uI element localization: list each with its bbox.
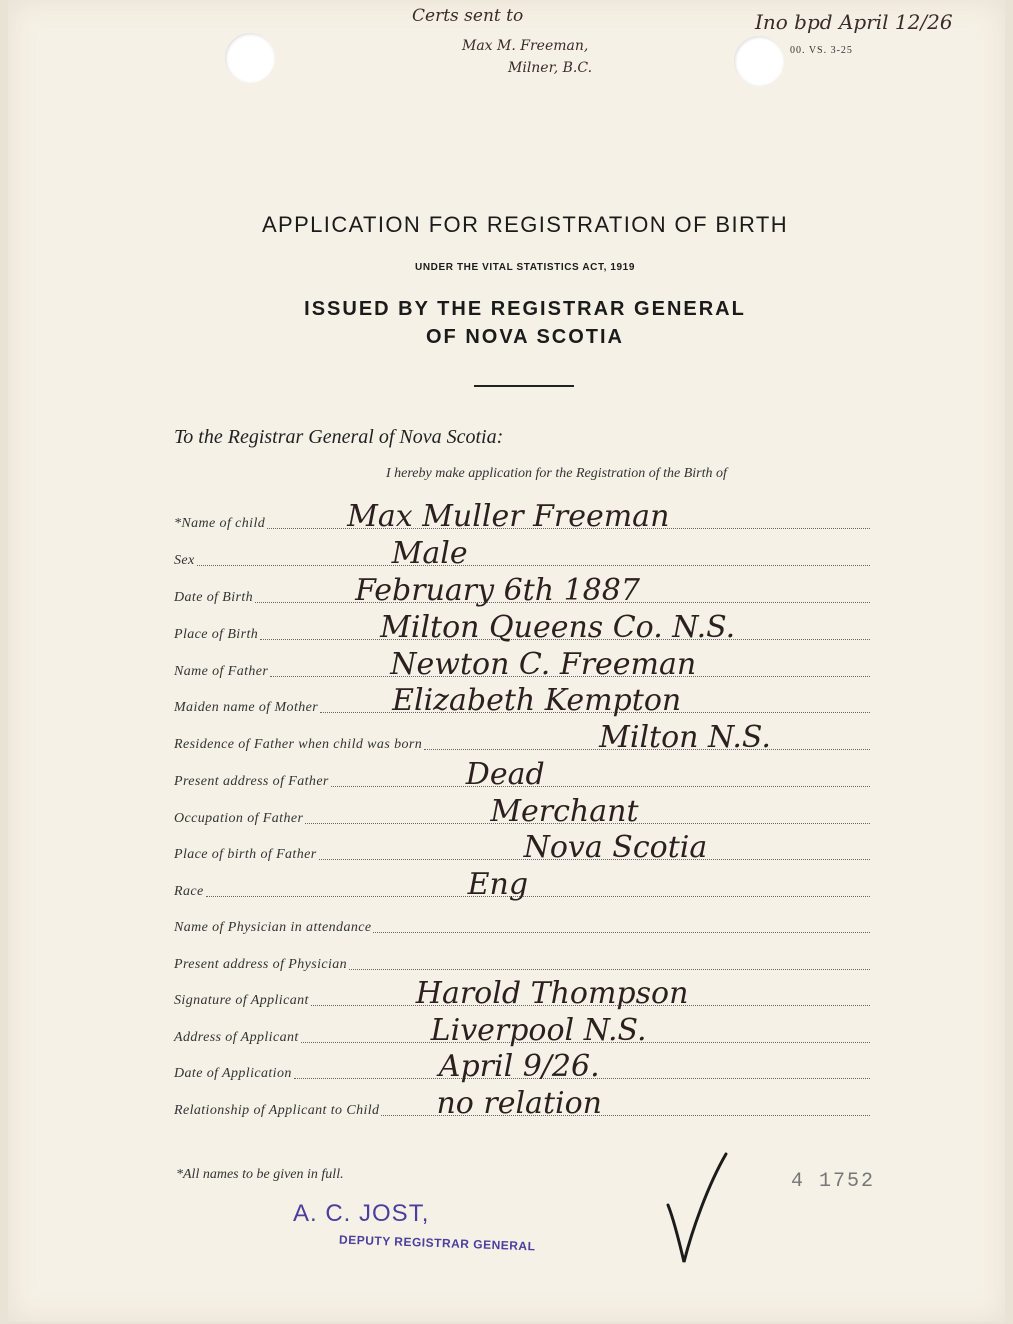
field-label: *Name of child	[174, 516, 266, 531]
field-line	[320, 683, 870, 718]
field-label: Signature of Applicant	[174, 993, 309, 1008]
field-value: Male	[391, 536, 468, 571]
field-signature-of-applicant	[174, 976, 870, 1011]
field-label: Occupation of Father	[174, 811, 304, 826]
field-value: Newton C. Freeman	[390, 647, 697, 682]
field-date-of-application	[174, 1049, 870, 1084]
field-present-address-of-father	[174, 757, 870, 792]
field-label: Race	[174, 884, 204, 899]
document-number: 4 1752	[791, 1170, 876, 1193]
field-value: Merchant	[490, 794, 639, 829]
field-line	[424, 720, 870, 755]
field-name-of-child	[174, 499, 870, 534]
field-label: Residence of Father when child was born	[174, 737, 423, 752]
field-occupation-of-father	[174, 794, 870, 829]
field-label: Name of Father	[174, 664, 269, 679]
field-value: Eng	[467, 867, 529, 902]
punch-hole-left	[225, 33, 275, 83]
field-label: Date of Birth	[174, 590, 254, 605]
field-label: Address of Applicant	[174, 1030, 299, 1045]
field-line	[197, 536, 870, 571]
field-line	[294, 1049, 870, 1084]
field-line	[301, 1013, 870, 1048]
annotation-top-right: Ino bpd April 12/26	[755, 10, 953, 34]
issuer-line-1: ISSUED BY THE REGISTRAR GENERAL	[304, 298, 746, 320]
field-value: Nova Scotia	[523, 830, 708, 865]
field-line	[267, 499, 870, 534]
field-line	[270, 647, 870, 682]
field-race	[174, 867, 870, 902]
title-divider	[474, 385, 574, 387]
form-code: 00. VS. 3-25	[790, 45, 853, 56]
field-value: February 6th 1887	[355, 573, 640, 608]
field-line	[206, 867, 870, 902]
field-present-address-of-physician	[174, 951, 870, 973]
field-value: Milton Queens Co. N.S.	[380, 610, 736, 645]
field-name-of-father	[174, 647, 870, 682]
field-residence-of-father	[174, 720, 870, 755]
form-subtitle: UNDER THE VITAL STATISTICS ACT, 1919	[415, 262, 635, 273]
field-relationship-of-applicant	[174, 1086, 870, 1121]
field-line	[331, 757, 870, 792]
field-address-of-applicant	[174, 1013, 870, 1048]
field-label: Present address of Physician	[174, 957, 348, 972]
issuer-line-2: OF NOVA SCOTIA	[426, 326, 624, 348]
field-line	[305, 794, 870, 829]
field-maiden-name-of-mother	[174, 683, 870, 718]
field-line	[349, 969, 870, 970]
field-value: Liverpool N.S.	[430, 1013, 647, 1048]
field-label: Relationship of Applicant to Child	[174, 1103, 380, 1118]
field-label: Place of birth of Father	[174, 847, 317, 862]
field-label: Sex	[174, 553, 195, 568]
field-value: Dead	[465, 757, 545, 792]
field-line	[255, 573, 870, 608]
stamp-title: DEPUTY REGISTRAR GENERAL	[338, 1232, 536, 1254]
footnote: *All names to be given in full.	[176, 1167, 344, 1182]
annotation-certs-sent: Certs sent to	[412, 6, 524, 26]
field-line	[373, 932, 870, 933]
field-place-of-birth	[174, 610, 870, 645]
field-label: Present address of Father	[174, 774, 329, 789]
field-place-of-birth-of-father	[174, 830, 870, 865]
field-value: no relation	[436, 1086, 602, 1121]
field-label: Place of Birth	[174, 627, 259, 642]
field-value: Milton N.S.	[599, 720, 771, 755]
field-value: Max Muller Freeman	[347, 499, 670, 534]
field-sex	[174, 536, 870, 571]
field-value: Elizabeth Kempton	[392, 683, 682, 718]
checkmark-icon	[660, 1150, 730, 1270]
field-line	[311, 976, 870, 1011]
field-value: April 9/26.	[438, 1049, 600, 1084]
field-line	[319, 830, 870, 865]
issuer-heading	[0, 295, 1013, 351]
field-label: Name of Physician in attendance	[174, 920, 372, 935]
form-title: APPLICATION FOR REGISTRATION OF BIRTH	[261, 212, 789, 237]
field-line	[260, 610, 870, 645]
field-label: Maiden name of Mother	[174, 700, 319, 715]
stamp-name: A. C. JOST,	[293, 1200, 430, 1227]
annotation-recipient-address: Milner, B.C.	[508, 60, 593, 76]
salutation: To the Registrar General of Nova Scotia:	[174, 426, 504, 448]
field-line	[381, 1086, 870, 1121]
punch-hole-right	[734, 36, 784, 86]
field-date-of-birth	[174, 573, 870, 608]
field-name-of-physician	[174, 914, 870, 936]
annotation-recipient-name: Max M. Freeman,	[462, 38, 589, 54]
field-label: Date of Application	[174, 1066, 292, 1081]
field-value: Harold Thompson	[415, 976, 689, 1011]
intro-text: I hereby make application for the Registration of the Birth of	[386, 466, 727, 481]
